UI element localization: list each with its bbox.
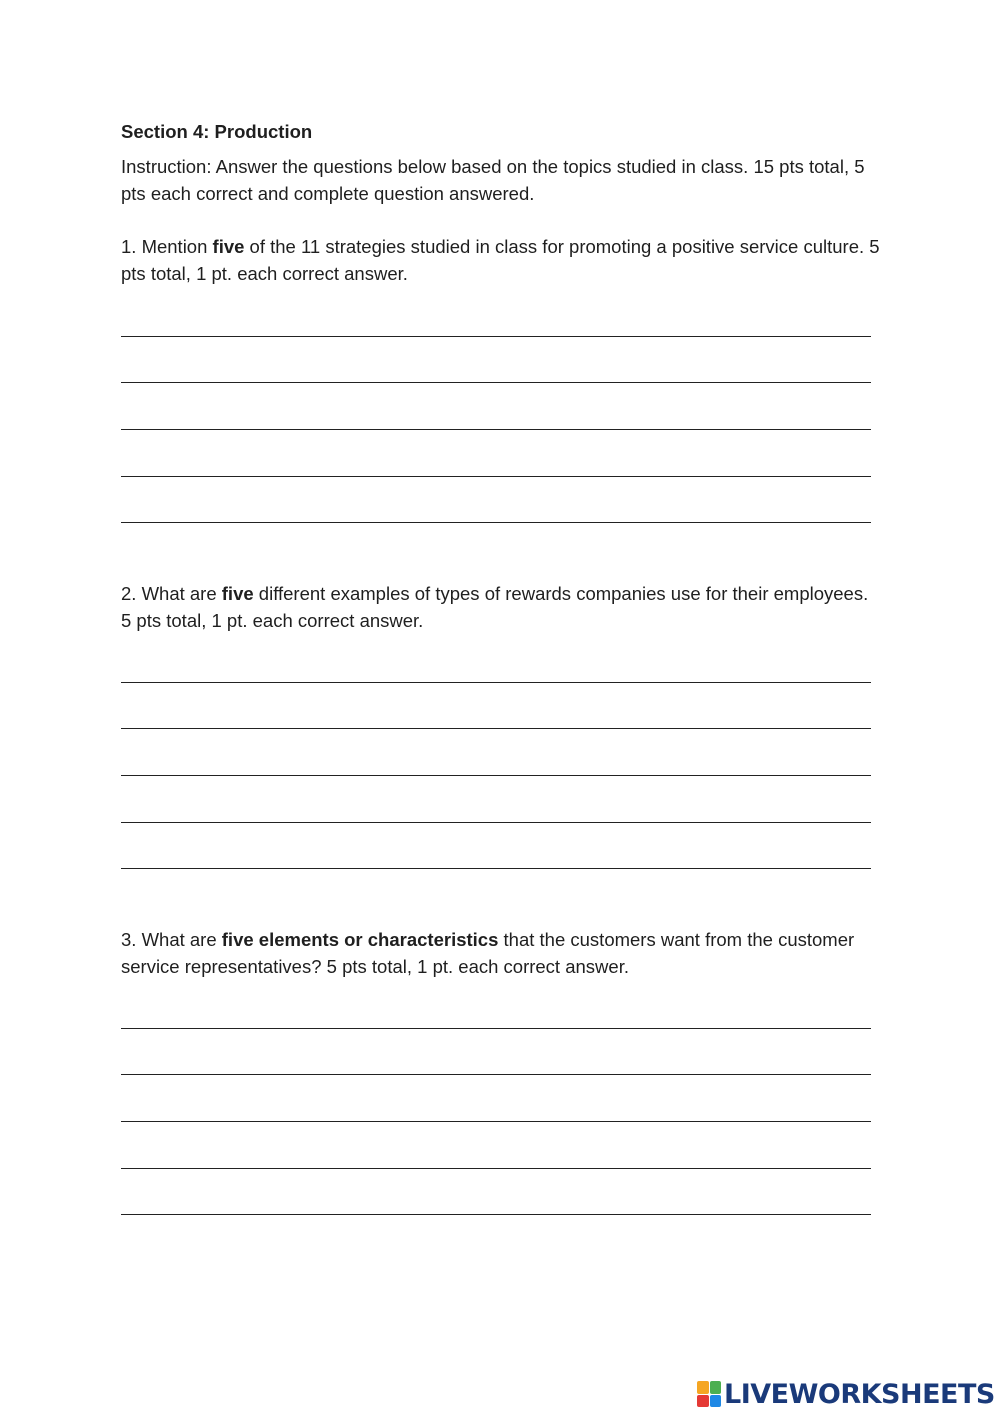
question-1: 1. Mention five of the 11 strategies studied in class for promoting a positive service culture. 5 pts total, 1 pt. each correct answer. [121, 236, 880, 284]
question-2: 2. What are five different examples of types of rewards companies use for their employees. 5 pts total, 1 pt. each correct answer. [121, 583, 869, 631]
answer-line-3-4[interactable] [121, 1168, 871, 1169]
answer-line-2-4[interactable] [121, 822, 871, 823]
answer-line-3-2[interactable] [121, 1074, 871, 1075]
blocks-icon [697, 1381, 721, 1407]
answer-line-2-2[interactable] [121, 728, 871, 729]
question-3: 3. What are five elements or characteristics that the customers want from the customer service representatives? 5 pts total, 1 pt. each correct answer. [121, 929, 855, 977]
answer-line-1-2[interactable] [121, 382, 871, 383]
answer-line-2-3[interactable] [121, 775, 871, 776]
answer-line-2-5[interactable] [121, 868, 871, 869]
answer-line-3-3[interactable] [121, 1121, 871, 1122]
answer-line-1-1[interactable] [121, 336, 871, 337]
answer-line-3-1[interactable] [121, 1028, 871, 1029]
answer-line-1-3[interactable] [121, 429, 871, 430]
answer-line-1-4[interactable] [121, 476, 871, 477]
liveworksheets-logo [697, 1378, 995, 1410]
answer-line-2-1[interactable] [121, 682, 871, 683]
instruction-text: Instruction: Answer the questions below based on the topics studied in class. 15 pts total, 5 pts each correct and complete question answered. [121, 156, 865, 204]
answer-line-1-5[interactable] [121, 522, 871, 523]
brand-text: LIVEWORKSHEETS [724, 1378, 995, 1410]
answer-line-3-5[interactable] [121, 1214, 871, 1215]
section-title: Section 4: Production [121, 121, 313, 142]
